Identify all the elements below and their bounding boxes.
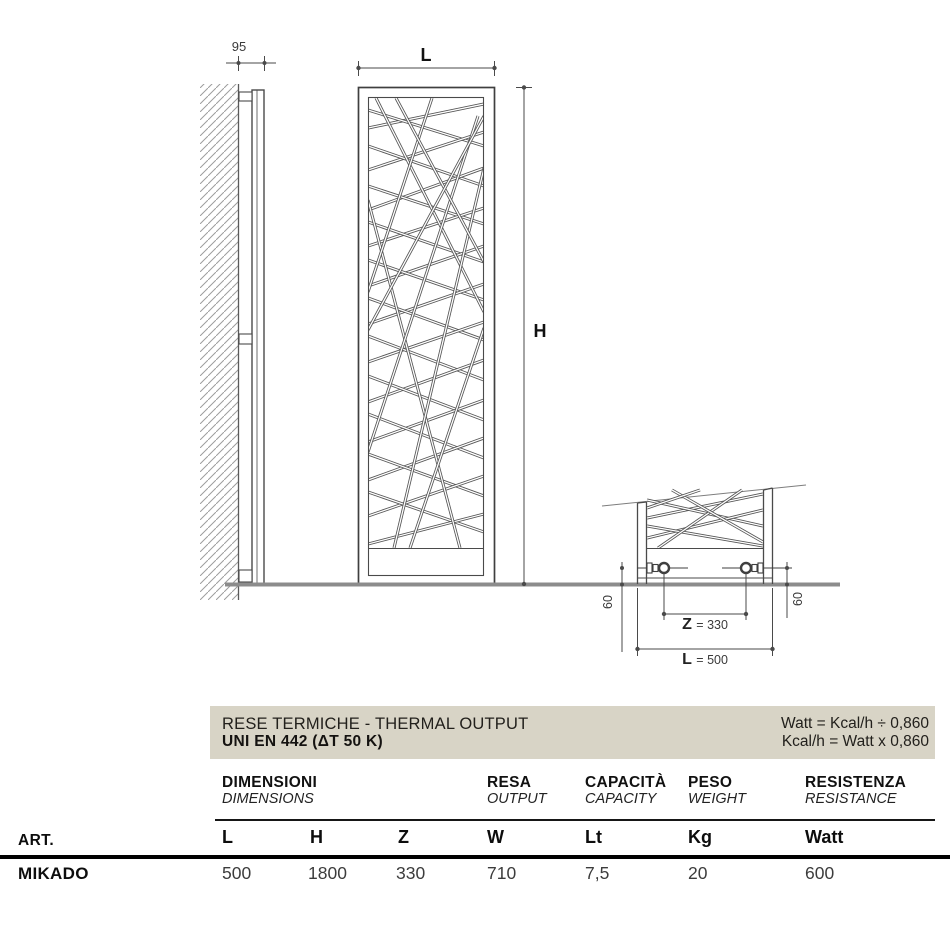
value-capacity: 7,5	[585, 863, 610, 883]
table-rule-thin	[215, 819, 935, 821]
dim-95-lines	[226, 56, 276, 71]
unit-Kg: Kg	[688, 827, 712, 847]
formula-watt-to-kcal: Watt = Kcal/h ÷ 0,860	[781, 714, 929, 732]
value-L: 500	[222, 863, 252, 883]
group-capacity-it: CAPACITÀ	[585, 774, 667, 791]
formula-kcal-to-watt: Kcal/h = Watt x 0,860	[781, 732, 929, 750]
value-Z: 330	[396, 863, 426, 883]
group-header-capacity	[585, 774, 666, 808]
unit-H: H	[310, 827, 323, 847]
value-weight: 20	[688, 863, 708, 883]
side-view-wall	[200, 84, 239, 600]
group-header-dimensions	[222, 774, 317, 808]
product-name: MIKADO	[18, 864, 89, 883]
dim-60-left-label: 60	[601, 595, 615, 609]
unit-Z: Z	[398, 827, 409, 847]
dim-z-label	[640, 616, 770, 634]
conversion-formulas	[781, 715, 929, 751]
group-weight-it: PESO	[688, 774, 733, 791]
thermal-output-title-line1: RESE TERMICHE - THERMAL OUTPUT	[222, 714, 529, 733]
thermal-output-title-line2: UNI EN 442 (ΔT 50 K)	[222, 733, 383, 751]
unit-Watt: Watt	[805, 827, 844, 847]
side-view-panel	[239, 90, 264, 584]
group-header-weight	[688, 774, 746, 808]
group-dimensions-en: DIMENSIONS	[222, 791, 314, 808]
group-capacity-en: CAPACITY	[585, 791, 657, 808]
group-weight-en: WEIGHT	[688, 791, 746, 808]
art-column-label: ART.	[18, 832, 55, 849]
dim-l-value: = 500	[696, 653, 728, 667]
group-header-resistance	[805, 774, 906, 808]
dim-l-label	[640, 651, 770, 669]
unit-Lt: Lt	[585, 827, 602, 847]
group-dimensions-it: DIMENSIONI	[222, 774, 318, 791]
dim-z-value: = 330	[696, 618, 728, 632]
group-resistance-it: RESISTENZA	[805, 774, 907, 791]
group-resistance-en: RESISTANCE	[805, 791, 897, 808]
value-output: 710	[487, 863, 517, 883]
group-output-en: OUTPUT	[487, 791, 547, 808]
value-H: 1800	[308, 863, 347, 883]
dim-z-symbol: Z	[682, 616, 692, 633]
group-header-output	[487, 774, 547, 808]
dim-60-right-label: 60	[791, 592, 805, 606]
table-rule-thick	[0, 855, 950, 859]
value-resistance: 600	[805, 863, 835, 883]
group-output-it: RESA	[487, 774, 532, 791]
dim-width-label: L	[420, 45, 432, 65]
dim-l-symbol: L	[682, 651, 692, 668]
thermal-output-band	[210, 706, 935, 759]
thermal-output-title	[222, 715, 528, 751]
unit-W: W	[487, 827, 504, 847]
valve-connections	[637, 563, 792, 573]
dim-95-label: 95	[231, 39, 247, 54]
dim-height-label: H	[533, 321, 547, 341]
unit-L: L	[222, 827, 233, 847]
